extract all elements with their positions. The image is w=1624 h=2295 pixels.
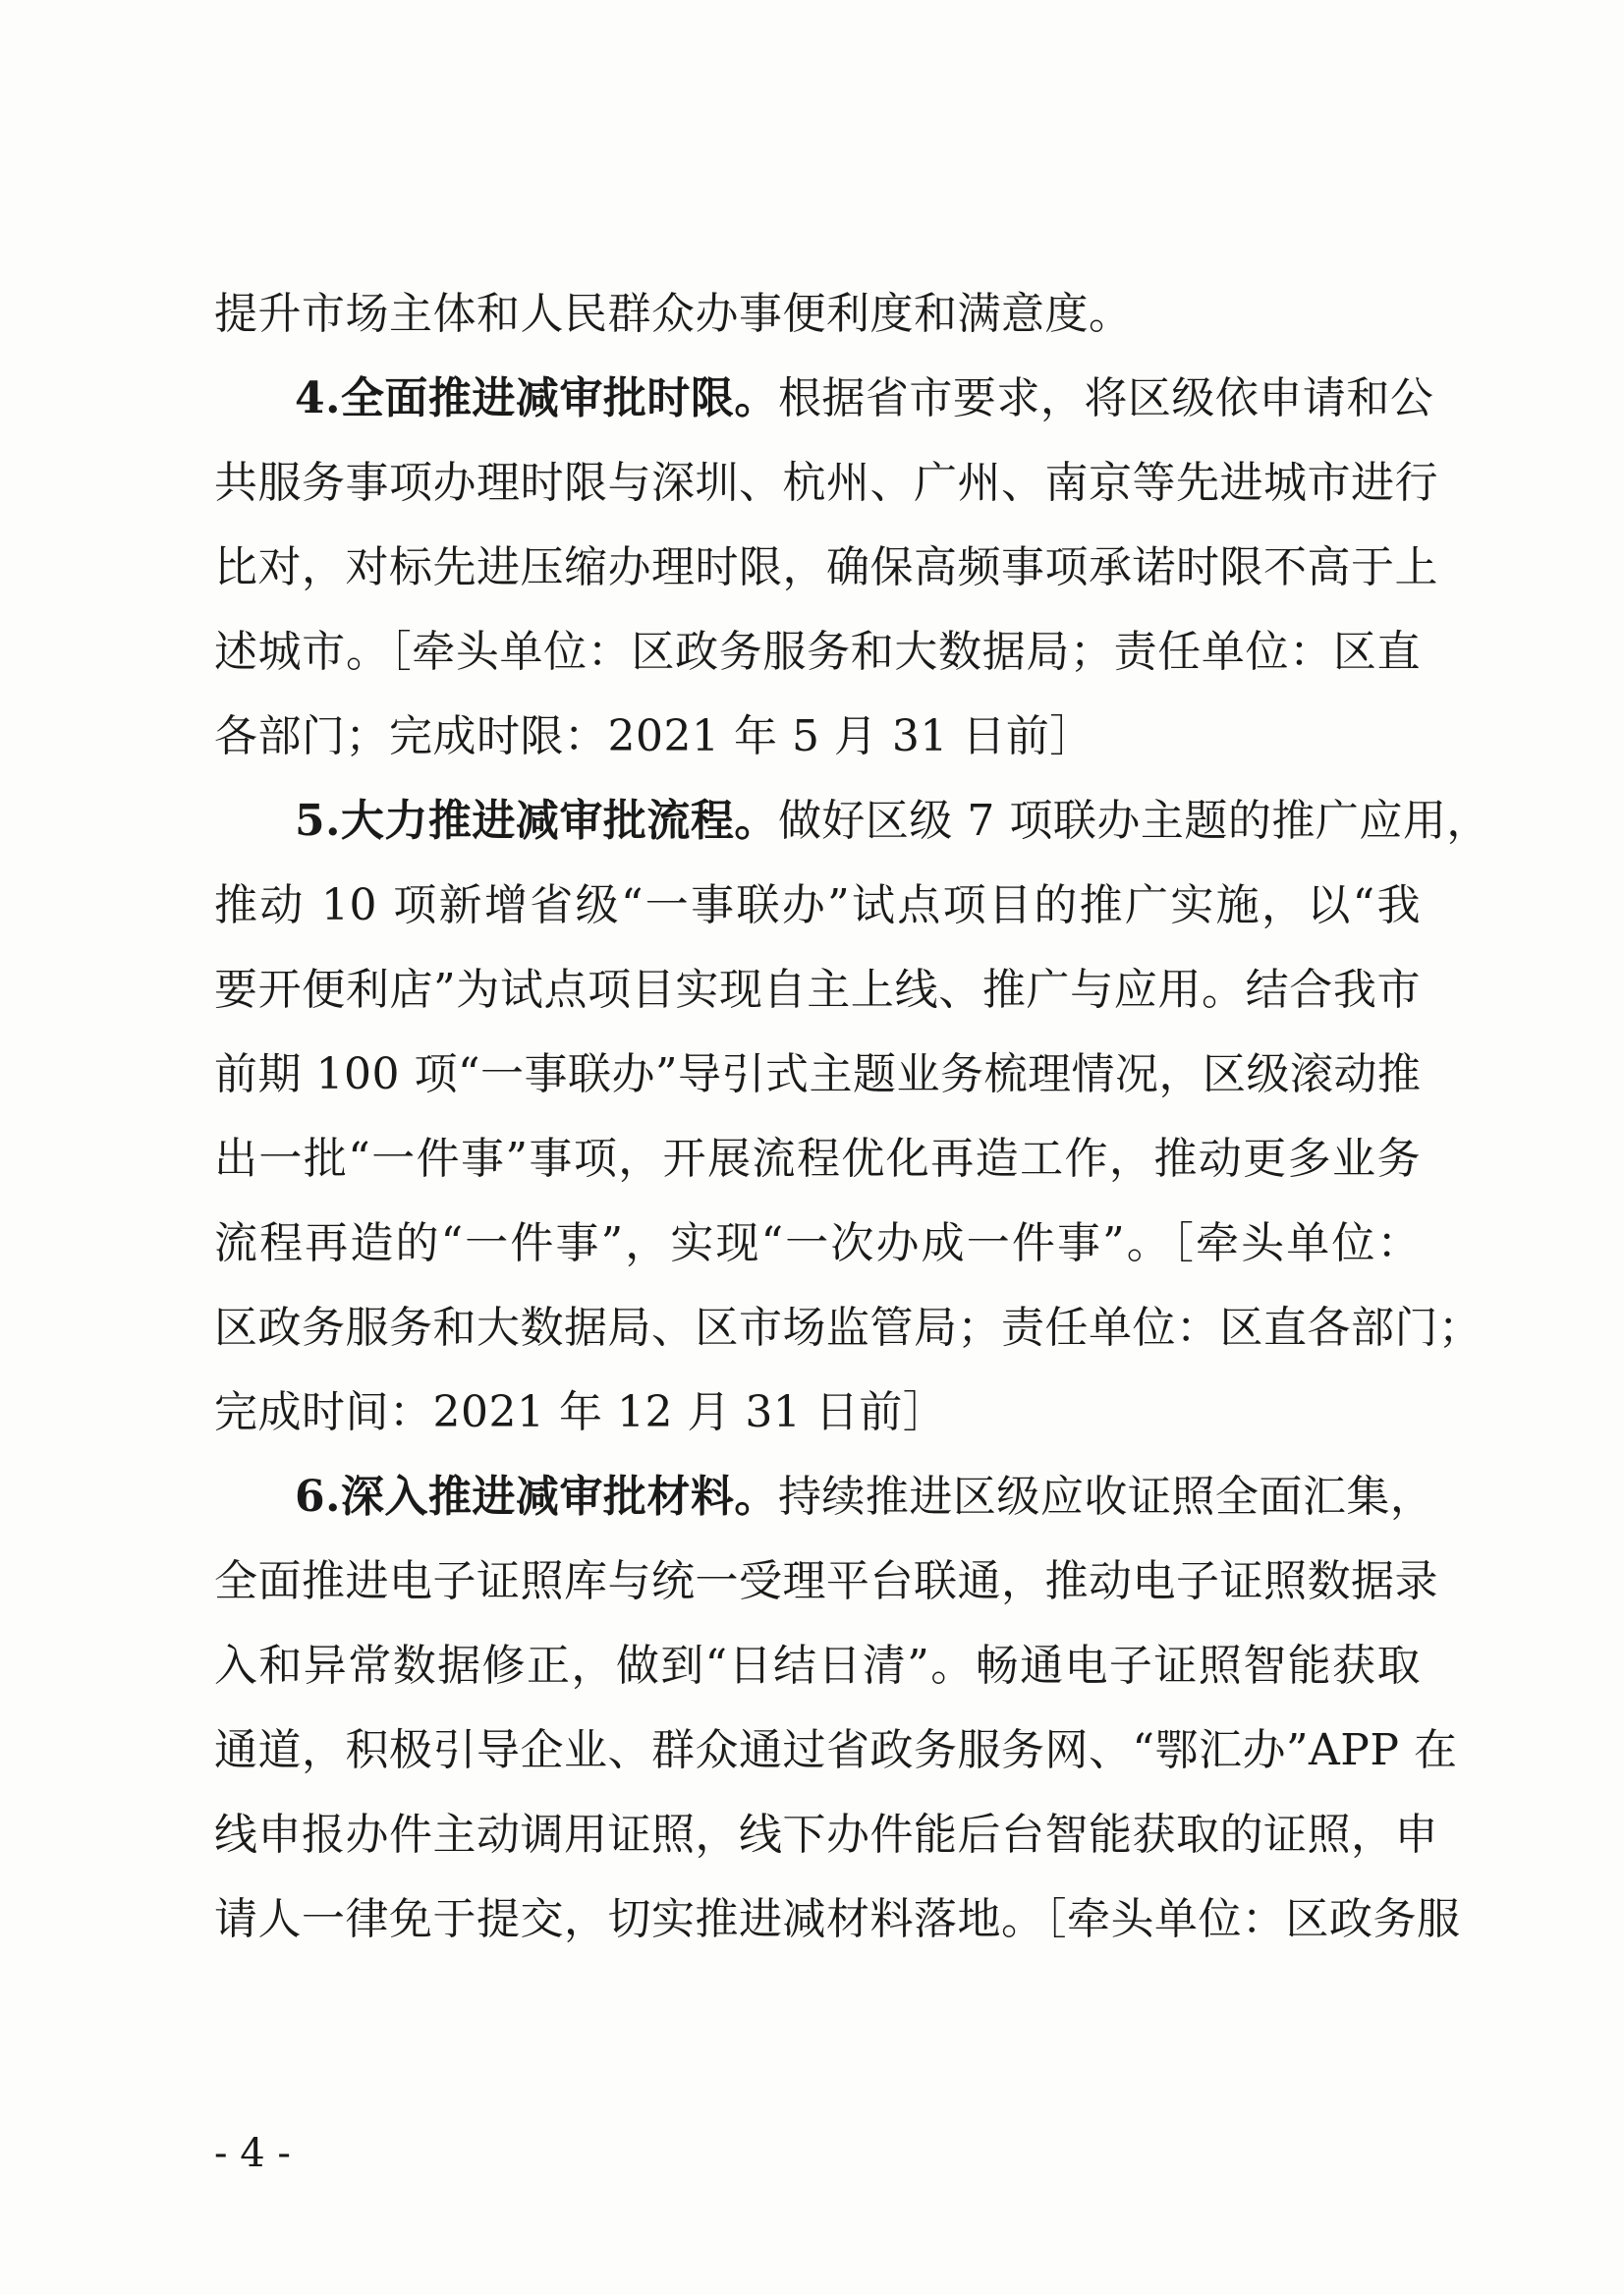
text-line: 流程再造的“一件事”，实现“一次办成一件事”。［牵头单位： <box>214 1218 1421 1268</box>
text-line: 完成时间：2021 年 12 月 31 日前］ <box>214 1387 947 1437</box>
section-heading: 6.深入推进减审批材料。 <box>295 1472 778 1522</box>
text-line: 要开便利店”为试点项目实现自主上线、推广与应用。结合我市 <box>214 965 1421 1015</box>
section-5-first-line: 5.大力推进减审批流程。做好区级 7 项联办主题的推广应用， <box>295 796 1490 846</box>
section-heading: 4.全面推进减审批时限。 <box>295 373 778 423</box>
text-line: 前期 100 项“一事联办”导引式主题业务梳理情况，区级滚动推 <box>214 1049 1422 1099</box>
text-line: 请人一律免于提交，切实推进减材料落地。［牵头单位：区政务服 <box>214 1894 1461 1944</box>
section-4-first-line: 4.全面推进减审批时限。根据省市要求，将区级依申请和公 <box>295 373 1434 423</box>
text-line: 述城市。［牵头单位：区政务服务和大数据局；责任单位：区直 <box>214 627 1421 677</box>
text-line: 比对，对标先进压缩办理时限，确保高频事项承诺时限不高于上 <box>214 542 1438 592</box>
text-line: 各部门；完成时限：2021 年 5 月 31 日前］ <box>214 711 1093 761</box>
text-line: 全面推进电子证照库与统一受理平台联通，推动电子证照数据录 <box>214 1556 1438 1606</box>
text-line: 出一批“一件事”事项，开展流程优化再造工作，推动更多业务 <box>214 1134 1421 1184</box>
text-line: 通道，积极引导企业、群众通过省政务服务网、“鄂汇办”APP 在 <box>214 1725 1458 1775</box>
text-line: 共服务事项办理时限与深圳、杭州、广州、南京等先进城市进行 <box>214 458 1438 508</box>
text-line: 入和异常数据修正，做到“日结日清”。畅通电子证照智能获取 <box>214 1641 1421 1691</box>
text-line: 线申报办件主动调用证照，线下办件能后台智能获取的证照，申 <box>214 1810 1438 1860</box>
page-number: - 4 - <box>214 2131 291 2176</box>
section-6-first-line: 6.深入推进减审批材料。持续推进区级应收证照全面汇集， <box>295 1472 1434 1522</box>
text-line: 推动 10 项新增省级“一事联办”试点项目的推广实施，以“我 <box>214 880 1421 930</box>
text-line: 区政务服务和大数据局、区市场监管局；责任单位：区直各部门； <box>214 1303 1483 1353</box>
section-heading: 5.大力推进减审批流程。 <box>295 796 778 846</box>
text-line: 提升市场主体和人民群众办事便利度和满意度。 <box>214 289 1133 339</box>
